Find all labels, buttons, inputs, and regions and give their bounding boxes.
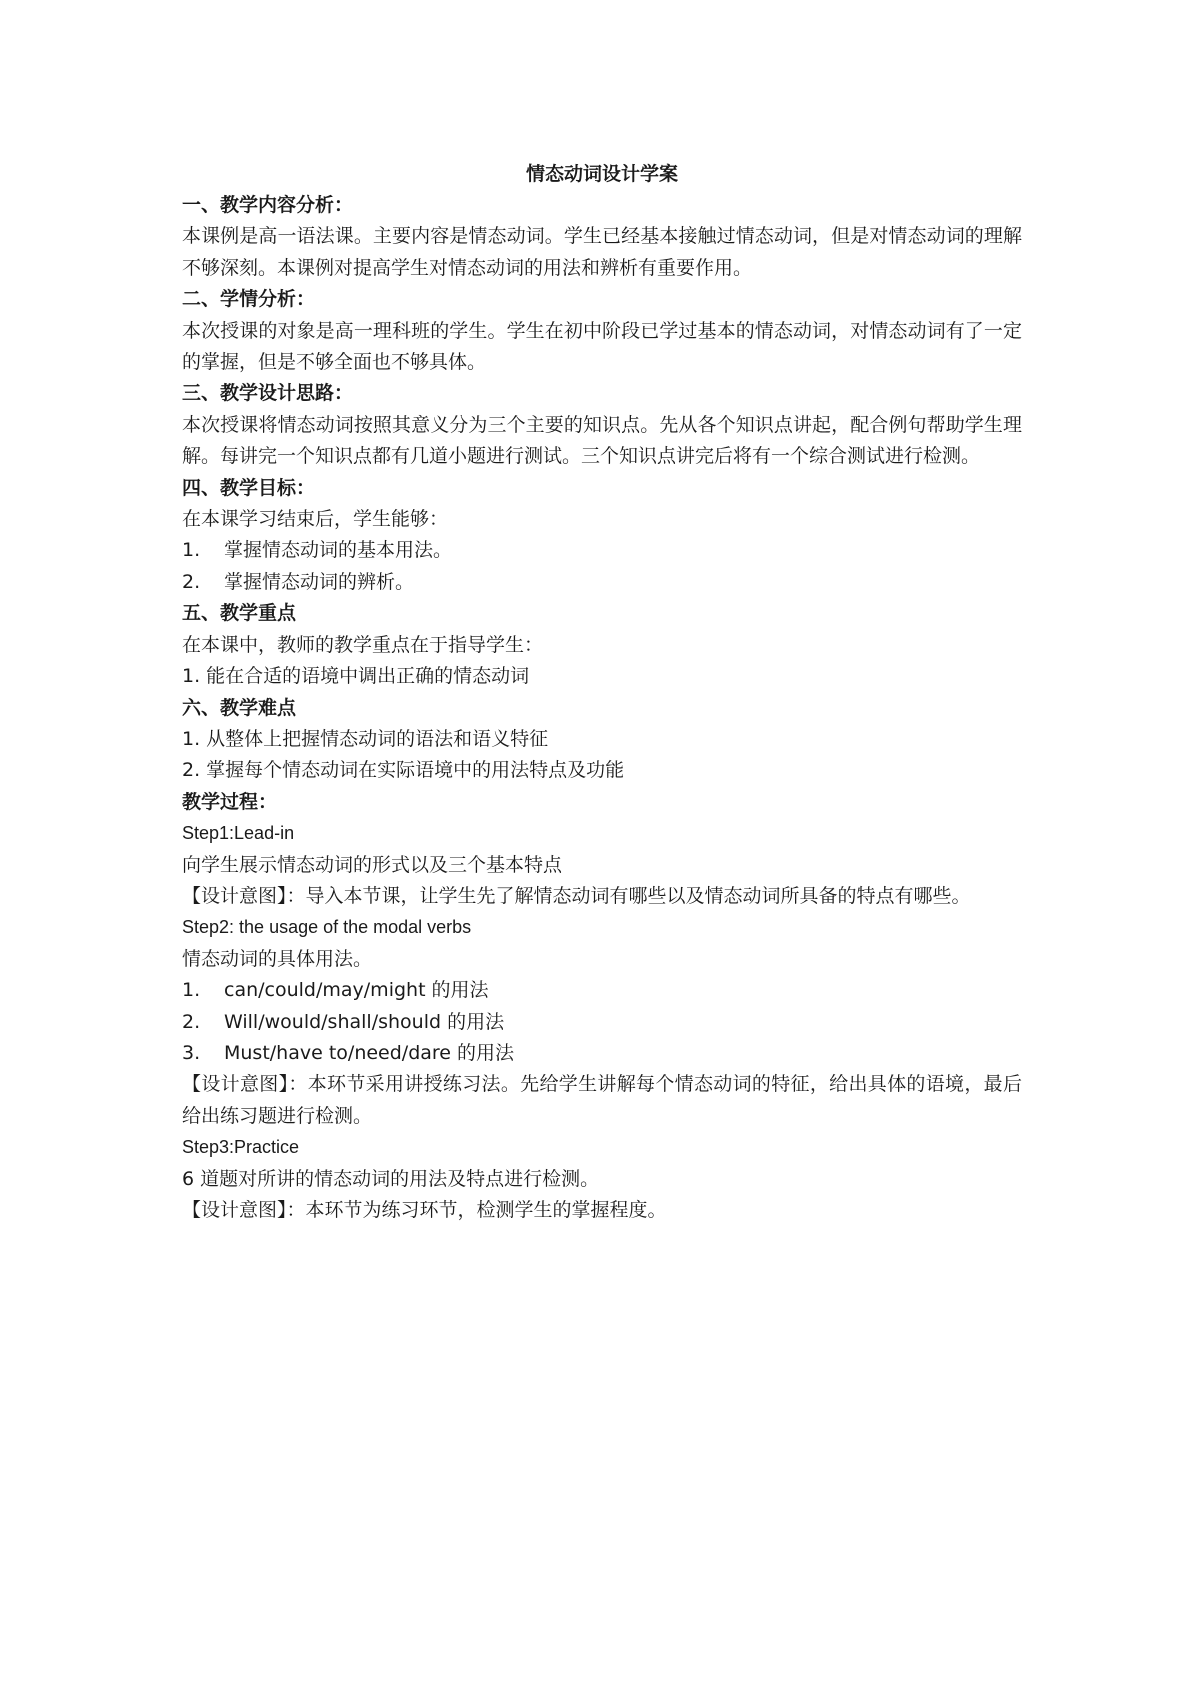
section-heading: 五、教学重点 [182,602,297,625]
item-number: 2. [182,1010,201,1033]
paragraph: 本次授课的对象是高一理科班的学生。学生在初中阶段已学过基本的情态动词，对情态动词有了一定的掌握，但是不够全面也不够具体。 [182,319,1022,374]
text-line: 在本课学习结束后，学生能够： [182,508,449,531]
item-text: 掌握情态动词的辨析。 [224,570,415,593]
item-text: 掌握情态动词的基本用法。 [224,539,453,562]
paragraph: 本课例是高一语法课。主要内容是情态动词。学生已经基本接触过情态动词，但是对情态动词的理解不够深刻。本课例对提高学生对情态动词的用法和辨析有重要作用。 [182,225,1022,279]
step-label: Step1:Lead-in [182,823,295,844]
text-line: 2. 掌握每个情态动词在实际语境中的用法特点及功能 [182,759,625,782]
text-line: 【设计意图】：本环节为练习环节，检测学生的掌握程度。 [182,1199,667,1221]
section-heading: 教学过程： [182,790,278,813]
item-text: can/could/may/might 的用法 [224,979,489,1002]
numbered-item [182,1038,1022,1069]
numbered-item [182,535,1022,566]
item-number: 1. [182,979,201,1002]
numbered-item [182,975,1022,1006]
section-heading: 三、教学设计思路： [182,382,354,405]
item-number: 2. [182,570,201,593]
numbered-item [182,1007,1022,1038]
paragraph: 本次授课将情态动词按照其意义分为三个主要的知识点。先从各个知识点讲起，配合例句帮助学生理解。每讲完一个知识点都有几道小题进行测试。三个知识点讲完后将有一个综合测试进行检测。 [182,413,1022,468]
item-text: Must/have to/need/dare 的用法 [224,1041,515,1064]
paragraph: 【设计意图】：导入本节课，让学生先了解情态动词有哪些以及情态动词所具备的特点有哪些。 [182,884,971,907]
document-body [182,158,1022,1226]
text-line: 情态动词的具体用法。 [182,947,373,970]
item-number: 1. [182,539,201,562]
section-heading: 六、教学难点 [182,696,297,719]
document-title: 情态动词设计学案 [525,163,678,185]
text-line: 向学生展示情态动词的形式以及三个基本特点 [182,853,563,876]
step-label: Step2: the usage of the modal verbs [182,917,472,938]
step-label: Step3:Practice [182,1137,300,1158]
text-line: 1. 从整体上把握情态动词的语法和语义特征 [182,727,549,750]
item-number: 3. [182,1041,201,1064]
item-text: Will/would/shall/should 的用法 [224,1010,505,1033]
text-line: 6 道题对所讲的情态动词的用法及特点进行检测。 [182,1167,600,1190]
text-line: 在本课中，教师的教学重点在于指导学生： [182,633,544,656]
section-heading: 四、教学目标： [182,476,316,499]
section-heading: 一、教学内容分析： [182,194,354,216]
numbered-item [182,567,1022,598]
paragraph: 【设计意图】：本环节采用讲授练习法。先给学生讲解每个情态动词的特征，给出具体的语境，最后给出练习题进行检测。 [182,1073,1022,1127]
text-line: 1. 能在合适的语境中调出正确的情态动词 [182,665,530,688]
section-heading: 二、学情分析： [182,288,316,311]
